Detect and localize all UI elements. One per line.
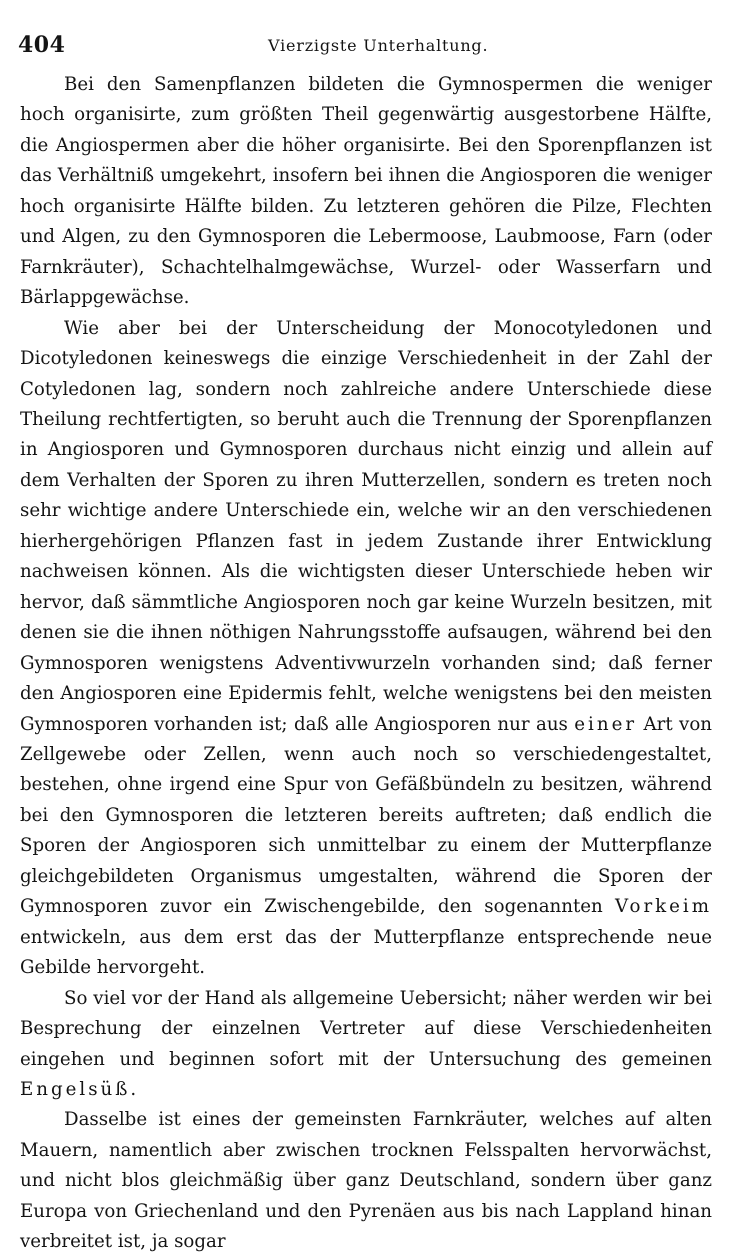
paragraph-1 — [20, 70, 712, 314]
emphasized-word: Engelsüß — [20, 1078, 131, 1100]
emphasized-word: einer — [574, 713, 638, 735]
body-text — [20, 70, 712, 1258]
running-head: Vierzigste Unterhaltung. — [268, 36, 489, 55]
page-header — [18, 30, 708, 66]
page-number: 404 — [18, 32, 66, 58]
paragraph-text: . — [130, 1078, 137, 1100]
paragraph-3 — [20, 984, 712, 1106]
paragraph-4 — [20, 1105, 712, 1257]
paragraph-text: Bei den Samenpflanzen bildeten die Gymnospermen die weniger hoch organisirte, zum größten Theil gegenwärtig ausgestorbene Hälfte, die Angiospermen aber die höher organisirte. Bei den Sporenpflanzen ist das Verhältniß umgekehrt, insofern bei ihnen die Angiosporen die weniger hoch organisirte Hälfte bilden. Zu letzteren gehören die Pilze, Flechten und Algen, zu den Gymnosporen die Lebermoose, Laubmoose, Farn (oder Farnkräuter), Schachtelhalmgewächse, Wurzel- oder Wasserfarn und Bärlappgewächse. — [20, 74, 712, 309]
emphasized-word: Vorkeim — [615, 896, 712, 918]
paragraph-text: Dasselbe ist eines der gemeinsten Farnkräuter, welches auf alten Mauern, namentlich aber zwischen trocknen Felsspalten hervorwächst, und nicht blos gleichmäßig über ganz Deutschland, sondern über ganz Europa von Griechenland und den Pyrenäen aus bis nach Lappland hinan verbreitet ist, ja sogar — [20, 1109, 712, 1253]
paragraph-text: Art von Zellgewebe oder Zellen, wenn auch noch so verschiedengestaltet, bestehen, ohne irgend eine Spur von Gefäßbündeln zu besitzen, während bei den Gymnosporen die letzteren bereits auftreten; daß endlich die Sporen der Angiosporen sich unmittelbar zu einem der Mutterpflanze gleichgebildeten Organismus umgestalten, während die Sporen der Gymnosporen zuvor ein Zwischengebilde, den sogenannten — [20, 713, 712, 918]
paragraph-2 — [20, 314, 712, 984]
paragraph-text: entwickeln, aus dem erst das der Mutterpflanze entsprechende neue Gebilde hervorgeht. — [20, 926, 712, 979]
paragraph-text: So viel vor der Hand als allgemeine Uebersicht; näher werden wir bei Besprechung der einzelnen Vertreter auf diese Verschiedenheiten eingehen und beginnen sofort mit der Untersuchung des gemeinen — [20, 987, 712, 1070]
paragraph-text: Wie aber bei der Unterscheidung der Monocotyledonen und Dicotyledonen keineswegs die einzige Verschiedenheit in der Zahl der Cotyledonen lag, sondern noch zahlreiche andere Unterschiede diese Theilung rechtfertigten, so beruht auch die Trennung der Sporenpflanzen in Angiosporen und Gymnosporen durchaus nicht einzig und allein auf dem Verhalten der Sporen zu ihren Mutterzellen, sondern es treten noch sehr wichtige andere Unterschiede ein, welche wir an den verschiedenen hierhergehörigen Pflanzen fast in jedem Zustande ihrer Entwicklung nachweisen können. Als die wichtigsten dieser Unterschiede heben wir hervor, daß sämmtliche Angiosporen noch gar keine Wurzeln besitzen, mit denen sie die ihnen nöthigen Nahrungsstoffe aufsaugen, während bei den Gymnosporen wenigstens Adventivwurzeln vorhanden sind; daß ferner den Angiosporen eine Epidermis fehlt, welche wenigstens bei den meisten Gymnosporen vorhanden ist; daß alle Angiosporen nur aus — [20, 317, 712, 735]
